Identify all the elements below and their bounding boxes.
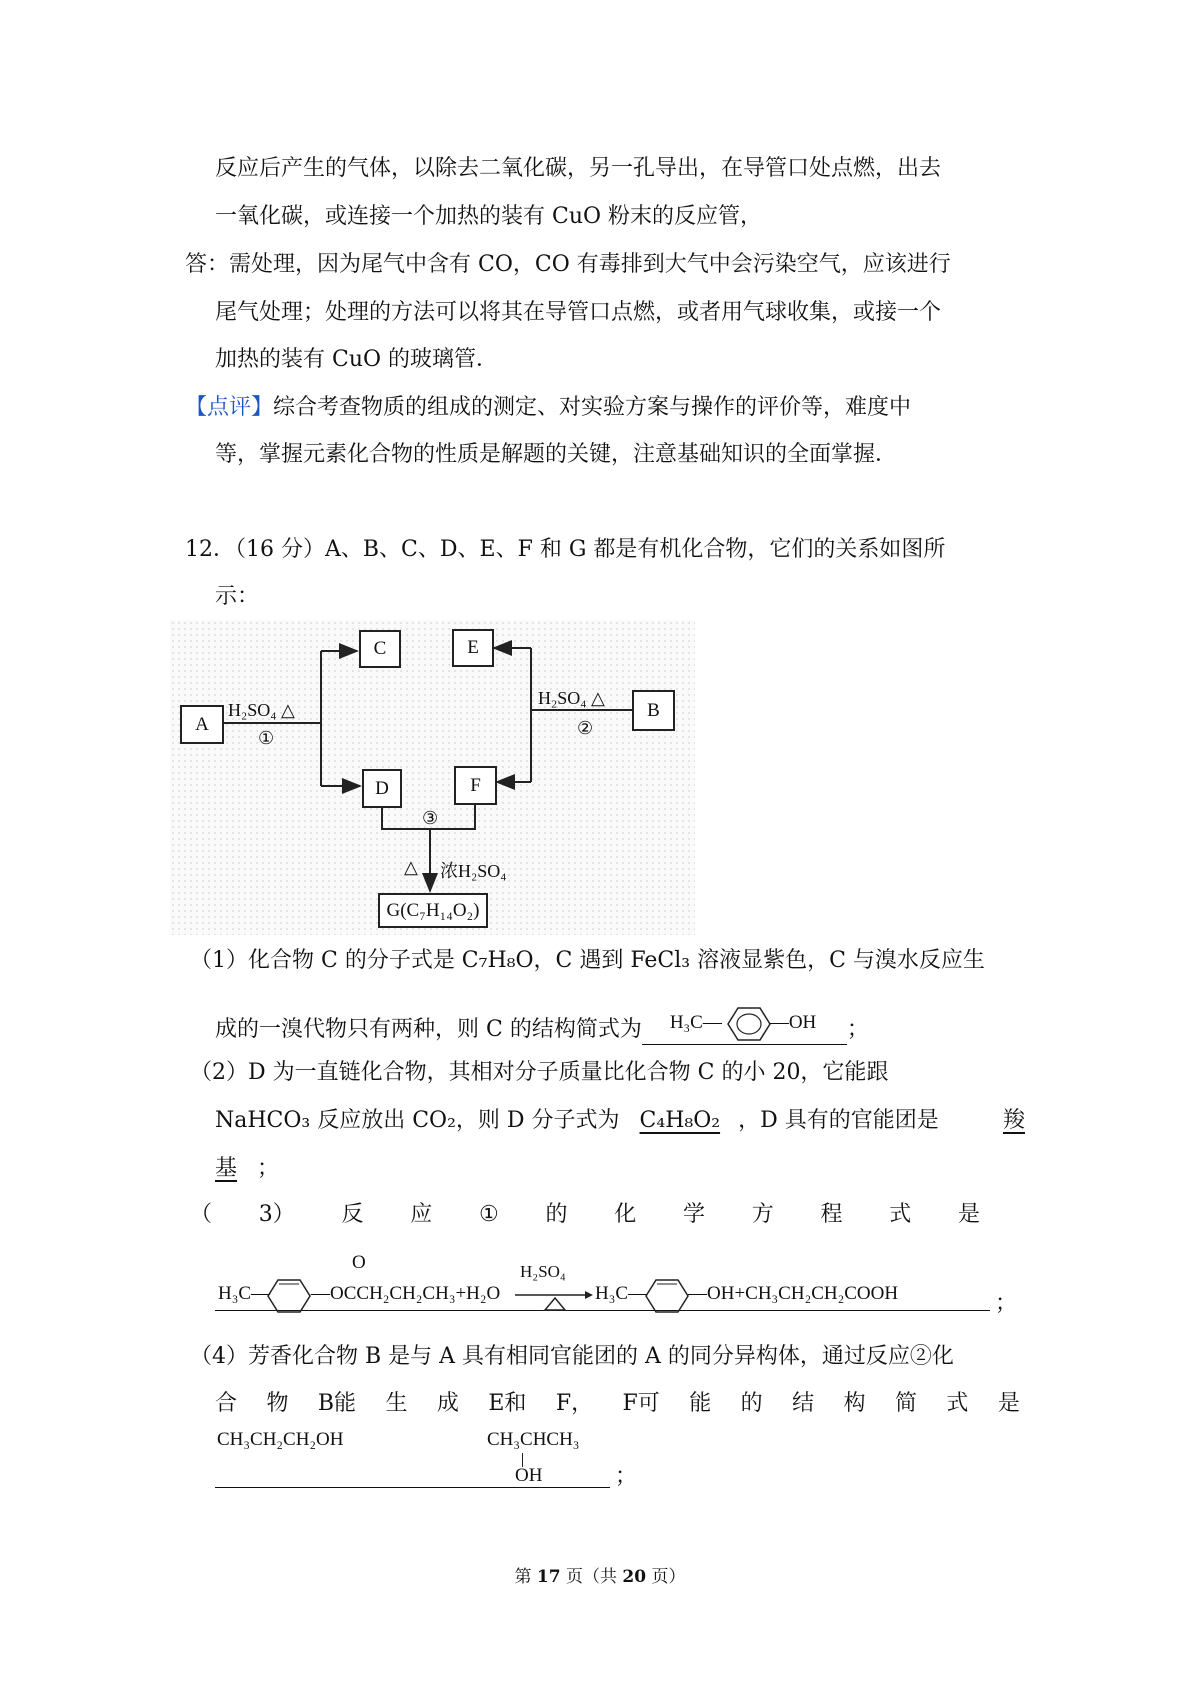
question-12-title: 12．（16 分）A、B、C、D、E、F 和 G 都是有机化合物，它们的关系如图所 xyxy=(185,537,946,562)
eq-products: —OH+CH₃CH₂CH₂COOH xyxy=(688,1283,899,1304)
q4-answer xyxy=(215,1425,638,1489)
char: 是 xyxy=(997,1391,1020,1416)
char: 合 xyxy=(215,1391,238,1416)
reaction-arrow-icon xyxy=(515,1290,595,1314)
condition-1: H₂SO₄ △ xyxy=(228,700,295,720)
punct: ； xyxy=(615,1464,638,1489)
answer-propanol: CH₃CH₂CH₂OH xyxy=(217,1429,344,1450)
char: 是 xyxy=(957,1202,980,1227)
q1-text: （1）化合物 C 的分子式是 C₇H₈O，C 遇到 FeCl₃ 溶液显紫色，C 与溴水反应生 xyxy=(190,948,985,973)
punct: ； xyxy=(846,1017,869,1042)
footer-text: 页） xyxy=(646,1567,686,1587)
char: 程 xyxy=(820,1202,843,1227)
q3-text xyxy=(190,1200,980,1230)
page-footer xyxy=(0,1562,1200,1587)
q1-answer-line xyxy=(215,1010,1025,1045)
node-g: G(C₇H₁₄O₂) xyxy=(378,893,488,928)
q2-formula-answer: C₄H₈O₂ xyxy=(639,1108,721,1133)
q3-equation-answer xyxy=(215,1240,1018,1316)
q4-text: （4）芳香化合物 B 是与 A 具有相同官能团的 A 的同分异构体，通过反应②化 xyxy=(190,1344,954,1369)
node-f: F xyxy=(454,766,497,805)
text-line: 加热的装有 CuO 的玻璃管． xyxy=(215,347,499,372)
heat-symbol: △ xyxy=(404,857,418,877)
review-text: 综合考查物质的组成的测定、对实验方案与操作的评价等，难度中 xyxy=(273,395,912,420)
footer-text: 页（共 xyxy=(560,1567,623,1587)
char: 化 xyxy=(614,1202,637,1227)
char: 生 xyxy=(385,1391,408,1416)
q2-text: （2）D 为一直链化合物，其相对分子质量比化合物 C 的小 20，它能跟 xyxy=(190,1060,889,1085)
char: F可 xyxy=(622,1391,660,1416)
benzene-ring-icon xyxy=(267,1278,311,1314)
char: 应 xyxy=(410,1202,433,1227)
text-line: 示： xyxy=(215,584,260,609)
char: 构 xyxy=(843,1391,866,1416)
condition-2: H₂SO₄ △ xyxy=(538,688,605,708)
q2-line xyxy=(215,1106,1025,1136)
q2-line-2 xyxy=(215,1154,1025,1184)
punct: ； xyxy=(995,1291,1018,1316)
review-tag: 【点评】 xyxy=(185,395,274,420)
char: 式 xyxy=(946,1391,969,1416)
carbonyl-o: O xyxy=(352,1252,366,1273)
ans-h3c: H₃C— xyxy=(669,1012,722,1033)
answer-oh: OH xyxy=(515,1465,543,1486)
char: 反 xyxy=(341,1202,364,1227)
ans-oh: —OH xyxy=(769,1012,817,1033)
eq-h3c: H₃C— xyxy=(218,1283,271,1304)
q2-group-answer: 羧 xyxy=(1002,1108,1025,1133)
text-line: 反应后产生的气体，以除去二氧化碳，另一孔导出，在导管口处点燃，出去 xyxy=(215,156,942,181)
text-line: 一氧化碳，或连接一个加热的装有 CuO 粉末的反应管， xyxy=(215,204,763,229)
char: 简 xyxy=(894,1391,917,1416)
q1-prompt: 成的一溴代物只有两种，则 C 的结构简式为 xyxy=(215,1017,642,1042)
node-d: D xyxy=(362,769,402,808)
punct: ； xyxy=(257,1156,280,1181)
node-a: A xyxy=(180,705,224,744)
char: 的 xyxy=(740,1391,763,1416)
char: 结 xyxy=(792,1391,815,1416)
footer-text: 第 xyxy=(514,1567,537,1587)
char: 方 xyxy=(751,1202,774,1227)
reaction-number-1: ① xyxy=(258,728,275,748)
benzene-ring-icon xyxy=(727,1006,771,1042)
page-number: 17 xyxy=(536,1567,561,1587)
char: 能 xyxy=(689,1391,712,1416)
q2-group-answer-2: 基 xyxy=(215,1156,238,1181)
char: E和 xyxy=(488,1391,527,1416)
char: ① xyxy=(478,1202,499,1227)
node-b: B xyxy=(632,690,675,731)
reaction-number-2: ② xyxy=(577,718,594,738)
q2-prompt: NaHCO₃ 反应放出 CO₂，则 D 分子式为 xyxy=(215,1108,620,1133)
reaction-number-3: ③ xyxy=(422,808,439,828)
char: （ xyxy=(190,1202,213,1227)
total-pages: 20 xyxy=(622,1567,647,1587)
eq-h3c-2: H₃C— xyxy=(595,1283,648,1304)
answer-line: 答：需处理，因为尾气中含有 CO，CO 有毒排到大气中会污染空气，应该进行 xyxy=(185,252,951,277)
char: 物 xyxy=(266,1391,289,1416)
char: 3） xyxy=(258,1202,295,1227)
node-e: E xyxy=(452,629,494,667)
eq-reactant: —OCCH₂CH₂CH₃+H₂O xyxy=(311,1283,501,1304)
char: 的 xyxy=(545,1202,568,1227)
answer-isopropanol: CH₃CHCH₃ xyxy=(487,1429,580,1450)
condition-3: 浓H₂SO₄ xyxy=(440,861,507,881)
text-line: 等，掌握元素化合物的性质是解题的关键，注意基础知识的全面掌握． xyxy=(215,442,898,467)
text-line: 尾气处理；处理的方法可以将其在导管口点燃，或者用气球收集，或接一个 xyxy=(215,300,942,325)
eq-catalyst: H₂SO₄ xyxy=(520,1262,566,1281)
char: 成 xyxy=(436,1391,459,1416)
char: 式 xyxy=(889,1202,912,1227)
q4-text-2 xyxy=(215,1389,1020,1419)
char: B能 xyxy=(317,1391,357,1416)
char: 学 xyxy=(682,1202,705,1227)
q1-answer xyxy=(642,1010,847,1045)
q2-prompt-2: ，D 具有的官能团是 xyxy=(738,1108,939,1133)
node-c: C xyxy=(359,630,401,668)
char: F， xyxy=(555,1391,594,1416)
benzene-ring-icon xyxy=(645,1278,689,1314)
